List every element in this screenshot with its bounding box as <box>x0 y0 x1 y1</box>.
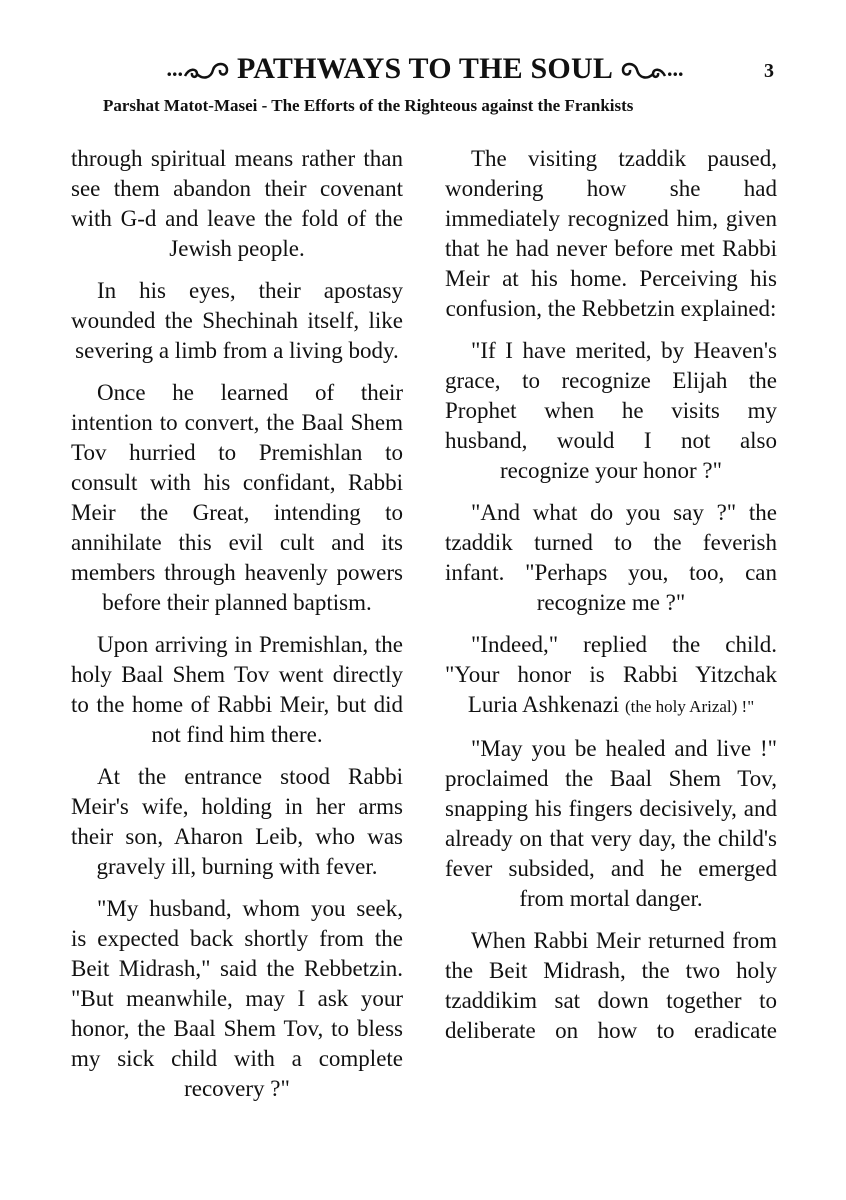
paragraph: "May you be healed and live !" proclaimed the Baal Shem Tov, snapping his fingers decisively, and already on that very day, the child's fever subsided, and he emerged from mortal danger. <box>445 736 777 911</box>
right-ornament-icon: ... <box>619 56 684 82</box>
paragraph: In his eyes, their apostasy wounded the Shechinah itself, like severing a limb from a living body. <box>71 278 403 363</box>
left-ornament-icon: ... <box>166 56 231 82</box>
paragraph: Upon arriving in Premishlan, the holy Baal Shem Tov went directly to the home of Rabbi Meir, but did not find him there. <box>71 632 403 747</box>
paragraph: "My husband, whom you seek, is expected back shortly from the Beit Midrash," said the Rebbetzin. "But meanwhile, may I ask your honor, the Baal Shem Tov, to bless my sick child with a complete recovery ?" <box>71 896 403 1101</box>
paragraph-note: (the holy Arizal) !" <box>624 697 755 716</box>
page-number: 3 <box>764 60 774 82</box>
subtitle: Parshat Matot-Masei - The Efforts of the Righteous against the Frankists <box>103 96 634 115</box>
paragraph: "If I have merited, by Heaven's grace, to recognize Elijah the Prophet when he visits my husband, would I not also recognize your honor ?" <box>445 338 777 483</box>
right-column <box>445 144 777 1058</box>
left-column <box>71 144 403 1116</box>
paragraph <box>445 630 777 722</box>
publication-title: PATHWAYS TO THE SOUL <box>236 52 614 85</box>
paragraph: The visiting tzaddik paused, wondering how she had immediately recognized him, given that he had never before met Rabbi Meir at his home. Perceiving his confusion, the Rebbetzin explained: <box>445 146 777 321</box>
page-header <box>0 52 846 92</box>
paragraph: Once he learned of their intention to convert, the Baal Shem Tov hurried to Premishlan to consult with his confidant, Rabbi Meir the Great, intending to annihilate this evil cult and its members through heavenly powers before their planned baptism. <box>71 380 403 615</box>
paragraph-text: "Indeed," replied the child. "Your honor is Rabbi Yitzchak Luria Ashkenazi <box>445 632 777 717</box>
paragraph: When Rabbi Meir returned from the Beit Midrash, the two holy tzaddikim sat down together to deliberate on how to eradicate <box>445 928 777 1043</box>
running-title <box>130 52 720 86</box>
paragraph: through spiritual means rather than see them abandon their covenant with G-d and leave the fold of the Jewish people. <box>71 146 403 261</box>
paragraph: "And what do you say ?" the tzaddik turned to the feverish infant. "Perhaps you, too, can recognize me ?" <box>445 500 777 615</box>
paragraph: At the entrance stood Rabbi Meir's wife, holding in her arms their son, Aharon Leib, who was gravely ill, burning with fever. <box>71 764 403 879</box>
